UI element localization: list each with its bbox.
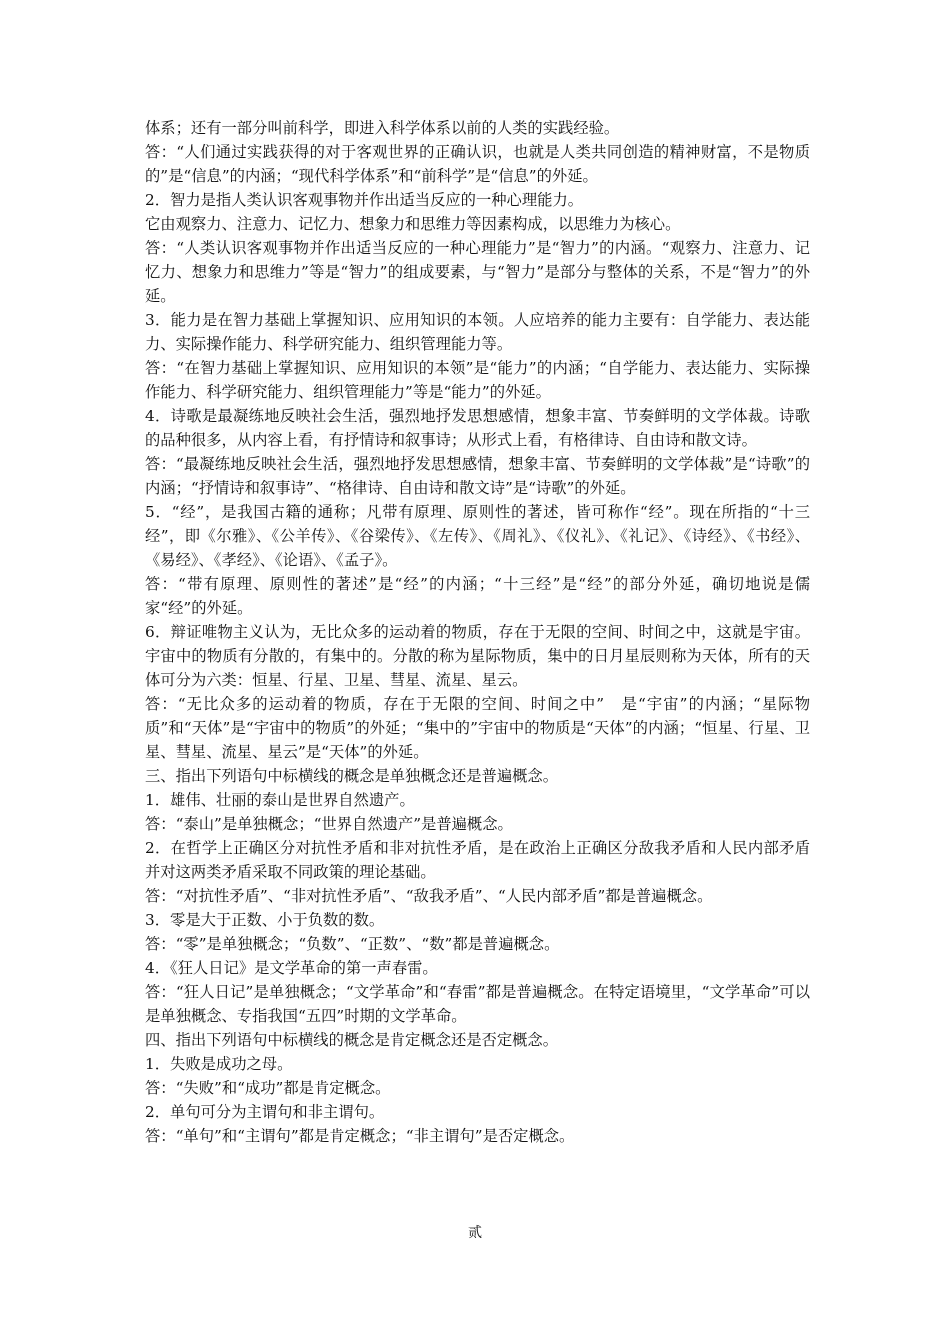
paragraph: 它由观察力、注意力、记忆力、想象力和思维力等因素构成，以思维力为核心。 xyxy=(145,215,681,233)
paragraph: 4．诗歌是最凝练地反映社会生活，强烈地抒发思想感情，想象丰富、节奏鲜明的文学体裁。诗歌的品种很多，从内容上看，有抒情诗和叙事诗；从形式上看，有格律诗、自由诗和散文诗。 xyxy=(145,407,810,449)
paragraph: 答：“带有原理、原则性的著述”是“经”的内涵；“十三经”是“经”的部分外延，确切地说是儒家“经”的外延。 xyxy=(145,575,810,617)
paragraph: 答：“人类认识客观事物并作出适当反应的一种心理能力”是“智力”的内涵。“观察力、注意力、记忆力、想象力和思维力”等是“智力”的组成要素，与“智力”是部分与整体的关系，不是“智力”的外延。 xyxy=(145,239,810,305)
paragraph: 2．智力是指人类认识客观事物并作出适当反应的一种心理能力。 xyxy=(145,191,584,209)
paragraph: 体系；还有一部分叫前科学，即进入科学体系以前的人类的实践经验。 xyxy=(145,119,620,137)
paragraph: 答：“在智力基础上掌握知识、应用知识的本领”是“能力”的内涵；“自学能力、表达能力、实际操作能力、科学研究能力、组织管理能力”等是“能力”的外延。 xyxy=(145,359,810,401)
paragraph: 答：“单句”和“主谓句”都是肯定概念；“非主谓句”是否定概念。 xyxy=(145,1127,575,1145)
paragraph: 3．能力是在智力基础上掌握知识、应用知识的本领。人应培养的能力主要有：自学能力、表达能力、实际操作能力、科学研究能力、组织管理能力等。 xyxy=(145,311,810,353)
paragraph: 答：“零”是单独概念；“负数”、“正数”、“数”都是普遍概念。 xyxy=(145,935,560,953)
paragraph: 答：“泰山”是单独概念；“世界自然遗产”是普遍概念。 xyxy=(145,815,513,833)
paragraph: 答：“最凝练地反映社会生活，强烈地抒发思想感情，想象丰富、节奏鲜明的文学体裁”是“诗歌”的内涵；“抒情诗和叙事诗”、“格律诗、自由诗和散文诗”是“诗歌”的外延。 xyxy=(145,455,810,497)
paragraph: 答：“失败”和“成功”都是肯定概念。 xyxy=(145,1079,391,1097)
page-number: 贰 xyxy=(468,1225,482,1241)
paragraph: 答：“无比众多的运动着的物质，存在于无限的空间、时间之中” 是“宇宙”的内涵；“星际物质”和“天体”是“宇宙中的物质”的外延；“集中的”宇宙中的物质是“天体”的内涵；“恒星、行星、卫星、彗星、流星、星云”是“天体”的外延。 xyxy=(145,695,810,761)
paragraph: 答：“人们通过实践获得的对于客观世界的正确认识，也就是人类共同创造的精神财富，不是物质的”是“信息”的内涵；“现代科学体系”和“前科学”是“信息”的外延。 xyxy=(145,143,810,185)
paragraph: 答：“对抗性矛盾”、“非对抗性矛盾”、“敌我矛盾”、“人民内部矛盾”都是普遍概念。 xyxy=(145,887,713,905)
paragraph: 5．“经”，是我国古籍的通称；凡带有原理、原则性的著述，皆可称作“经”。现在所指的“十三经”，即《尔雅》、《公羊传》、《谷梁传》、《左传》、《周礼》、《仪礼》、《礼记》、《诗经》、《书经》、《易经》、《孝经》、《论语》、《孟子》。 xyxy=(145,503,810,569)
paragraph: 6．辩证唯物主义认为，无比众多的运动着的物质，存在于无限的空间、时间之中，这就是宇宙。宇宙中的物质有分散的，有集中的。分散的称为星际物质，集中的日月星辰则称为天体，所有的天体可分为六类：恒星、行星、卫星、彗星、流星、星云。 xyxy=(145,623,810,689)
paragraph: 2．在哲学上正确区分对抗性矛盾和非对抗性矛盾，是在政治上正确区分敌我矛盾和人民内部矛盾并对这两类矛盾采取不同政策的理论基础。 xyxy=(145,839,810,881)
paragraph: 2．单句可分为主谓句和非主谓句。 xyxy=(145,1103,385,1121)
paragraph: 答：“狂人日记”是单独概念；“文学革命”和“春雷”都是普遍概念。在特定语境里，“文学革命”可以是单独概念、专指我国“五四”时期的文学革命。 xyxy=(145,983,810,1025)
paragraph: 4．《狂人日记》是文学革命的第一声春雷。 xyxy=(145,959,438,977)
document-body xyxy=(145,116,810,1148)
paragraph: 1．失败是成功之母。 xyxy=(145,1055,293,1073)
section-heading: 三、指出下列语句中标横线的概念是单独概念还是普遍概念。 xyxy=(145,767,559,785)
paragraph: 3．零是大于正数、小于负数的数。 xyxy=(145,911,385,929)
section-heading: 四、指出下列语句中标横线的概念是肯定概念还是否定概念。 xyxy=(145,1031,559,1049)
paragraph: 1．雄伟、壮丽的泰山是世界自然遗产。 xyxy=(145,791,415,809)
